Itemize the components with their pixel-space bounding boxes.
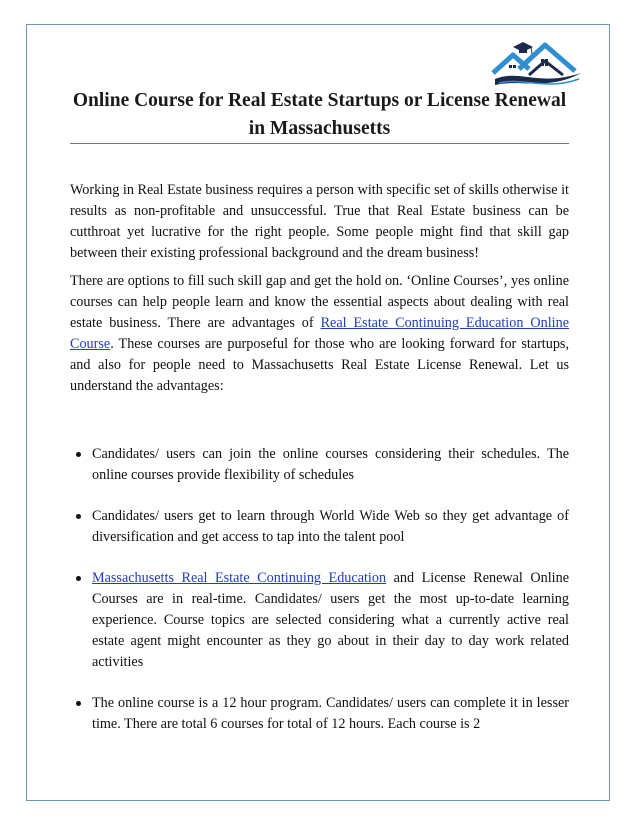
page-title: Online Course for Real Estate Startups or License Renewal in Massachusetts (72, 90, 567, 139)
list-item-text: The online course is a 12 hour program. Candidates/ users can complete it in lesser time. There are total 6 courses for total of 12 hours. Each course is 2 (92, 695, 569, 732)
paragraph-intro: Working in Real Estate business requires a person with specific set of skills otherwise it results as non-profitable and unsuccessful. True that Real Estate business can be cutthroat yet lucrative for the right people. Some people might find that skill gap between their existing professional background and the dream business! (70, 182, 569, 261)
list-item-text: Candidates/ users can join the online courses considering their schedules. The online courses provide flexibility of schedules (92, 446, 569, 483)
list-item (70, 506, 569, 548)
bullet-icon (76, 452, 81, 457)
paragraph-options (70, 271, 569, 397)
list-item-text: Candidates/ users get to learn through World Wide Web so they get advantage of diversification and get access to tap into the talent pool (92, 508, 569, 545)
title-divider (70, 143, 569, 144)
continuing-education-link[interactable]: Real Estate Continuing Education Online Course (70, 315, 569, 352)
list-item-text: and License Renewal Online Courses are in real-time. Candidates/ users get the most up-to-date learning experience. Course topics are selected considering what a currently active real estate agent might encounter as they go about in their day to day work related activities (92, 570, 569, 670)
advantages-list (70, 444, 569, 755)
bullet-icon (76, 514, 81, 519)
document-page (26, 24, 610, 801)
bullet-icon (76, 576, 81, 581)
paragraph-text: There are options to fill such skill gap and get the hold on. ‘Online Courses’, yes online courses can help people learn and know the essential aspects about dealing with real estate business. There are advantages of (70, 273, 569, 331)
bullet-icon (76, 701, 81, 706)
list-item (70, 693, 569, 735)
list-item (70, 568, 569, 673)
paragraph-text: . These courses are purposeful for those who are looking forward for startups, and also for people need to Massachusetts Real Estate License Renewal. Let us understand the advantages: (70, 336, 569, 394)
body-text (70, 180, 569, 404)
massachusetts-education-link[interactable]: Massachusetts Real Estate Continuing Education (92, 570, 387, 586)
list-item (70, 444, 569, 486)
